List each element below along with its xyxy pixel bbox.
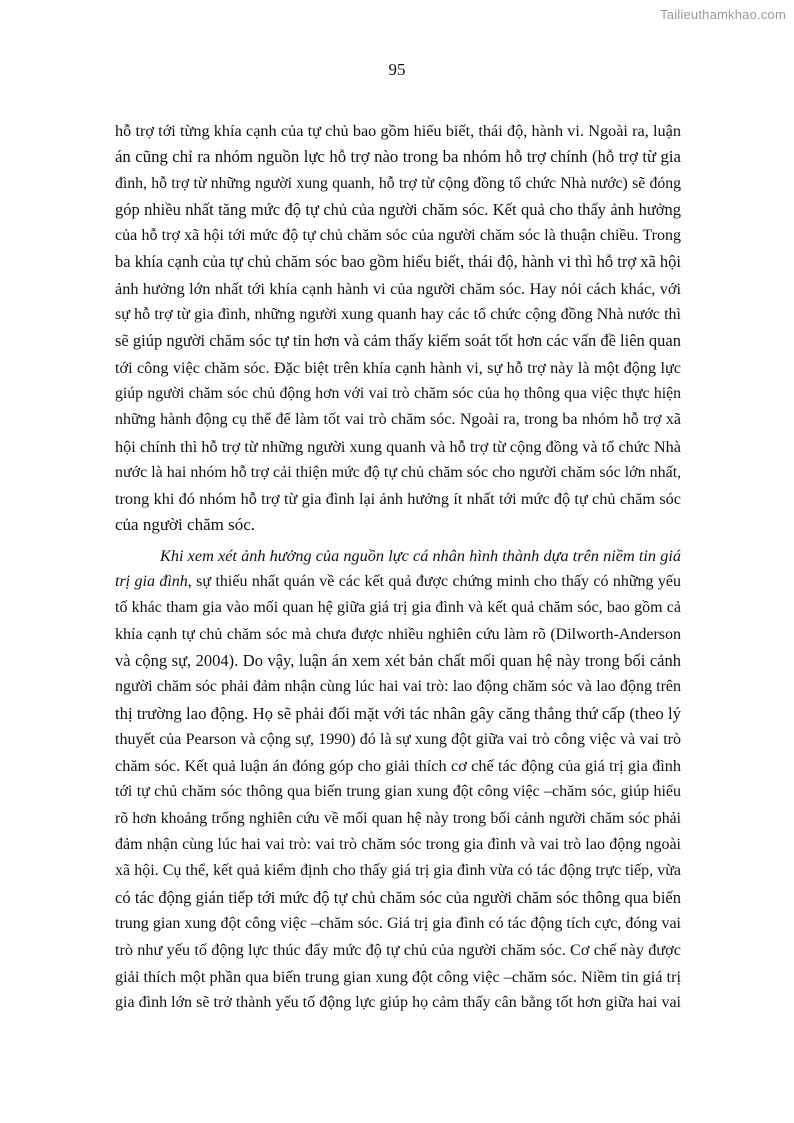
text-line: trong khi đó nhóm hỗ trợ từ gia đình lại ảnh hưởng ít nhất tới mức độ tự chủ chăm sóc: [115, 490, 681, 509]
paragraph-1: [115, 118, 681, 539]
text-line: án cũng chỉ ra nhóm nguồn lực hỗ trợ nào trong ba nhóm hỗ trợ chính (hỗ trợ từ gia: [115, 147, 681, 167]
text-line: ảnh hưởng lớn nhất tới khía cạnh hành vi của người chăm sóc. Hay nói cách khác, với: [115, 279, 681, 298]
text-line: tới công việc chăm sóc. Đặc biệt trên khía cạnh hành vi, sự hỗ trợ này là một động lực: [115, 358, 681, 377]
text-line: sẽ giúp người chăm sóc tự tin hơn và cảm thấy kiểm soát tốt hơn các vấn đề liên quan: [115, 331, 681, 351]
paragraph-2: [115, 543, 681, 1016]
text-line: nước là hai nhóm hỗ trợ cải thiện mức độ tự chủ chăm sóc cho người chăm sóc lớn nhất,: [115, 463, 682, 481]
italic-phrase: trị gia đình: [115, 573, 188, 591]
text-line: tới tự chủ chăm sóc thông qua biến trung gian xung đột công việc –chăm sóc, giúp hiểu: [115, 783, 681, 801]
text-line: gia đình lớn sẽ trở thành yếu tố động lực giúp họ cảm thấy cân bằng tốt hơn giữa hai vai: [115, 993, 681, 1011]
text-line: của người chăm sóc.: [115, 515, 255, 535]
text-line: đình, hỗ trợ từ những người xung quanh, hỗ trợ từ cộng đồng tổ chức Nhà nước) sẽ đóng: [115, 174, 681, 192]
text-line: thị trường lao động. Họ sẽ phải đối mặt với tác nhân gây căng thẳng thứ cấp (theo lý: [115, 703, 681, 723]
text-line: có tác động gián tiếp tới mức độ tự chủ chăm sóc của người chăm sóc thông qua biến: [115, 887, 681, 907]
text-line: hỗ trợ tới từng khía cạnh của tự chủ bao gồm hiểu biết, thái độ, hành vi. Ngoài ra, luận: [115, 122, 681, 140]
text-line: ba khía cạnh của tự chủ chăm sóc bao gồm hiểu biết, thái độ, hành vi thì hỗ trợ xã hội: [115, 252, 681, 272]
text-line: sự hỗ trợ từ gia đình, những người xung quanh hay các tổ chức cộng đồng Nhà nước thì: [115, 306, 681, 324]
page-number: 95: [388, 60, 406, 79]
watermark-text: Tailieuthamkhao.com: [660, 7, 786, 22]
text-line: trung gian xung đột công việc –chăm sóc. Giá trị gia đình có tác động tích cực, đóng vai: [115, 914, 681, 932]
text-line: chăm sóc. Kết quả luận án đóng góp cho giải thích cơ chế tác động của giá trị gia đình: [115, 757, 681, 776]
text-line: hội chính thì hỗ trợ từ những người xung quanh và hỗ trợ từ cộng đồng và tổ chức Nhà: [115, 437, 681, 456]
text-line: xã hội. Cụ thể, kết quả kiểm định cho thấy giá trị gia đình vừa có tác động trực tiếp, vừa: [115, 862, 681, 880]
mixed-line: [115, 569, 681, 595]
line-rest: , sự thiếu nhất quán về các kết quả được chứng minh cho thấy có những yếu: [187, 573, 682, 591]
text-line: đảm nhận cùng lúc hai vai trò: vai trò chăm sóc trong gia đình và vai trò lao động ngoài: [115, 836, 681, 854]
text-line: góp nhiều nhất tăng mức độ tự chủ của người chăm sóc. Kết quả cho thấy ảnh hưởng: [115, 199, 681, 219]
italic-line: Khi xem xét ảnh hưởng của nguồn lực cá nhân hình thành dựa trên niềm tin giá: [160, 546, 681, 565]
text-line: tố khác tham gia vào mối quan hệ giữa giá trị gia đình và kết quả chăm sóc, bao gồm cả: [115, 599, 681, 617]
text-line: khía cạnh tự chủ chăm sóc mà chưa được nhiều nghiên cứu làm rõ (Dilworth-Anderson: [115, 625, 681, 643]
text-line: những hành động cụ thể để làm tốt vai trò chăm sóc. Ngoài ra, trong ba nhóm hỗ trợ xã: [115, 411, 681, 429]
text-line: thuyết của Pearson và cộng sự, 1990) đó là sự xung đột giữa vai trò công việc và vai trò: [115, 730, 681, 748]
text-line: của hỗ trợ xã hội tới mức độ tự chủ chăm sóc của người chăm sóc là thuận chiều. Trong: [115, 227, 681, 245]
text-line: người chăm sóc phải đảm nhận cùng lúc hai vai trò: lao động chăm sóc và lao động trên: [115, 678, 681, 696]
text-line: giúp người chăm sóc chủ động hơn với vai trò chăm sóc của họ thông qua việc thực hiện: [115, 384, 681, 402]
page-body: [115, 118, 681, 1016]
text-line: trò như yếu tố động lực thúc đẩy mức độ tự chủ của người chăm sóc. Cơ chế này được: [115, 941, 681, 960]
text-line: và cộng sự, 2004). Do vậy, luận án xem xét bản chất mối quan hệ này trong bối cảnh: [115, 650, 681, 670]
text-line: rõ hơn khoảng trống nghiên cứu về mối quan hệ này trong bối cảnh người chăm sóc phải: [115, 809, 681, 827]
text-line: giải thích một phần qua biến trung gian xung đột công việc –chăm sóc. Niềm tin giá trị: [115, 967, 681, 986]
